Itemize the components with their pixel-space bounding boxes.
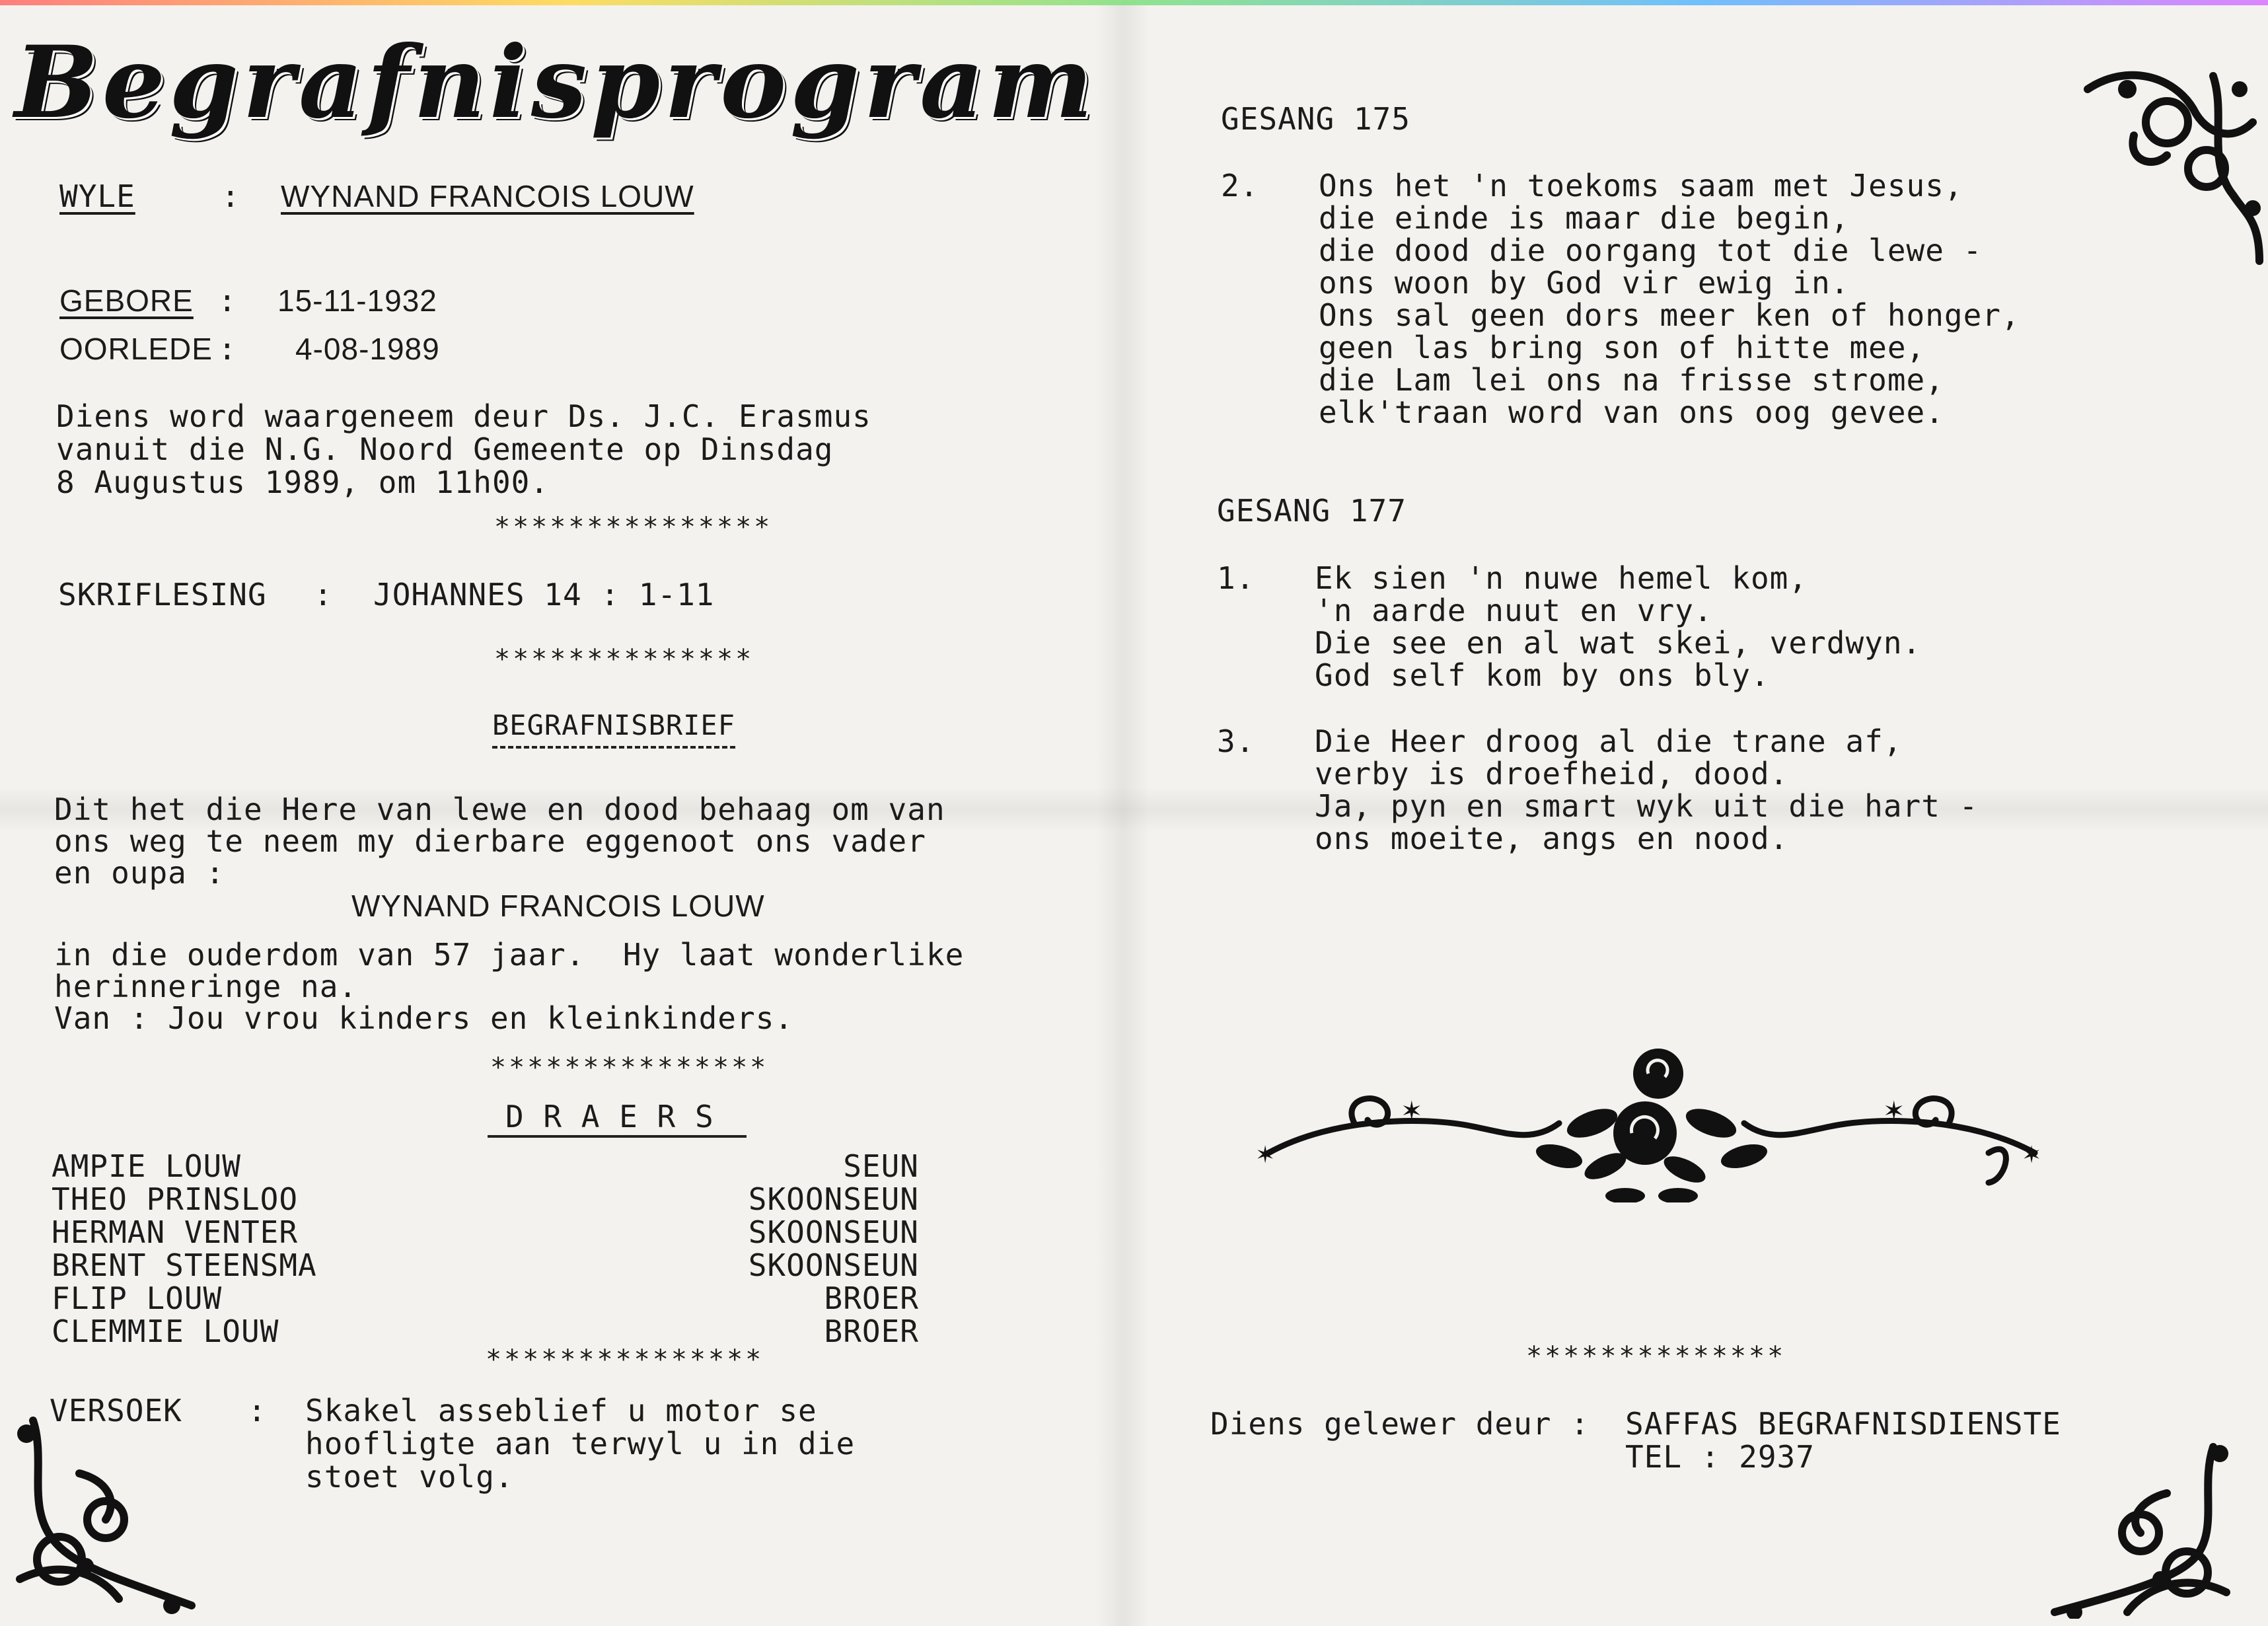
versoek-line-1: Skakel asseblief u motor se	[305, 1393, 817, 1428]
hymn-line: Ek sien 'n nuwe hemel kom,	[1315, 560, 1808, 596]
versoek-line-2: hoofligte aan terwyl u in die	[305, 1426, 856, 1461]
page-title: Begrafnisprogram	[15, 24, 1097, 141]
hymn-line: verby is droefheid, dood.	[1315, 756, 1789, 792]
hymn-line: Die see en al wat skei, verdwyn.	[1315, 625, 1922, 661]
versoek-sep: :	[248, 1393, 267, 1428]
skriflesing-sep: :	[314, 577, 333, 612]
corner-scroll-icon	[2041, 1434, 2240, 1619]
gebore-label: GEBORE	[59, 283, 194, 318]
separator-stars: ***************	[486, 1345, 764, 1375]
scripture-reference: JOHANNES 14 : 1-11	[373, 577, 715, 612]
verse-number: 3.	[1217, 723, 1255, 759]
service-line-2: vanuit die N.G. Noord Gemeente op Dinsdag	[56, 431, 834, 467]
service-provider-name: SAFFAS BEGRAFNISDIENSTE	[1625, 1406, 2061, 1442]
brief-line-6: Van : Jou vrou kinders en kleinkinders.	[54, 1000, 794, 1036]
hymn-line: Die Heer droog al die trane af,	[1315, 723, 1903, 759]
corner-scroll-icon	[2074, 63, 2266, 274]
bearer-relation: BROER	[824, 1280, 919, 1316]
wyle-sep: :	[221, 178, 240, 214]
hymn-line: Ons het 'n toekoms saam met Jesus,	[1319, 168, 1963, 203]
versoek-line-3: stoet volg.	[305, 1459, 514, 1495]
wyle-label: WYLE	[59, 178, 135, 214]
corner-scroll-icon	[7, 1414, 205, 1619]
birth-date: 15-11-1932	[277, 283, 437, 318]
service-line-3: 8 Augustus 1989, om 11h00.	[56, 464, 550, 500]
brief-line-4: in die ouderdom van 57 jaar. Hy laat wonderlike	[54, 937, 965, 973]
gesang-175-heading: GESANG 175	[1221, 101, 1410, 137]
bearer-relation: SEUN	[843, 1148, 919, 1184]
svg-text:✶: ✶	[2022, 1142, 2042, 1169]
hymn-line: Ja, pyn en smart wyk uit die hart -	[1315, 788, 1979, 824]
separator-stars: **************	[494, 644, 754, 675]
svg-text:✶: ✶	[1255, 1142, 1276, 1169]
rose-ornament-icon	[1255, 1044, 2048, 1202]
gesang-177-heading: GESANG 177	[1217, 493, 1407, 529]
bearer-name: BRENT STEENSMA	[52, 1247, 317, 1283]
bearer-name: THEO PRINSLOO	[52, 1181, 299, 1217]
bearer-relation: SKOONSEUN	[748, 1247, 919, 1283]
brief-heading: BEGRAFNISBRIEF	[492, 709, 735, 749]
service-provider-label: Diens gelewer deur :	[1210, 1406, 1590, 1442]
svg-text:✶: ✶	[1401, 1096, 1423, 1127]
verse-number: 2.	[1221, 168, 1259, 203]
brief-name: WYNAND FRANCOIS LOUW	[351, 889, 765, 923]
hymn-line: geen las bring son of hitte mee,	[1319, 330, 1926, 365]
hymn-line: ons woon by God vir ewig in.	[1319, 265, 1850, 301]
svg-text:✶: ✶	[1883, 1096, 1905, 1127]
verse-number: 1.	[1217, 560, 1255, 596]
skriflesing-label: SKRIFLESING	[58, 577, 267, 612]
separator-stars: ***************	[490, 1053, 769, 1083]
brief-line-3: en oupa :	[54, 855, 225, 891]
draers-heading: D R A E R S	[505, 1099, 714, 1134]
bearer-name: CLEMMIE LOUW	[52, 1313, 279, 1349]
separator-stars: **************	[1526, 1341, 1786, 1372]
draers-underline	[488, 1135, 747, 1138]
scan-edge-strip	[0, 0, 2268, 5]
bearer-name: HERMAN VENTER	[52, 1214, 299, 1250]
deceased-name: WYNAND FRANCOIS LOUW	[281, 179, 694, 213]
brief-line-2: ons weg te neem my dierbare eggenoot ons vader	[54, 823, 926, 859]
hymn-line: God self kom by ons bly.	[1315, 657, 1770, 693]
hymn-line: die Lam lei ons na frisse strome,	[1319, 362, 1944, 398]
hymn-line: Ons sal geen dors meer ken of honger,	[1319, 297, 2020, 333]
service-provider-tel: TEL : 2937	[1625, 1439, 1815, 1475]
gebore-sep: :	[218, 283, 237, 318]
bearer-relation: BROER	[824, 1313, 919, 1349]
bearer-relation: SKOONSEUN	[748, 1181, 919, 1217]
oorlede-sep: :	[218, 331, 237, 367]
hymn-line: 'n aarde nuut en vry.	[1315, 593, 1713, 628]
oorlede-label: OORLEDE	[59, 332, 213, 366]
death-date: 4-08-1989	[295, 332, 440, 366]
brief-line-1: Dit het die Here van lewe en dood behaag om van	[54, 792, 945, 827]
service-line-1: Diens word waargeneem deur Ds. J.C. Erasmus	[56, 398, 871, 434]
bearer-relation: SKOONSEUN	[748, 1214, 919, 1250]
versoek-label: VERSOEK	[50, 1393, 182, 1428]
hymn-line: elk'traan word van ons oog gevee.	[1319, 394, 1944, 430]
brief-line-5: herinneringe na.	[54, 969, 358, 1004]
separator-stars: ***************	[494, 512, 773, 542]
hymn-line: ons moeite, angs en nood.	[1315, 821, 1789, 856]
hymn-line: die dood die oorgang tot die lewe -	[1319, 233, 1983, 268]
bearer-name: AMPIE LOUW	[52, 1148, 241, 1184]
bearer-name: FLIP LOUW	[52, 1280, 223, 1316]
hymn-line: die einde is maar die begin,	[1319, 200, 1850, 236]
